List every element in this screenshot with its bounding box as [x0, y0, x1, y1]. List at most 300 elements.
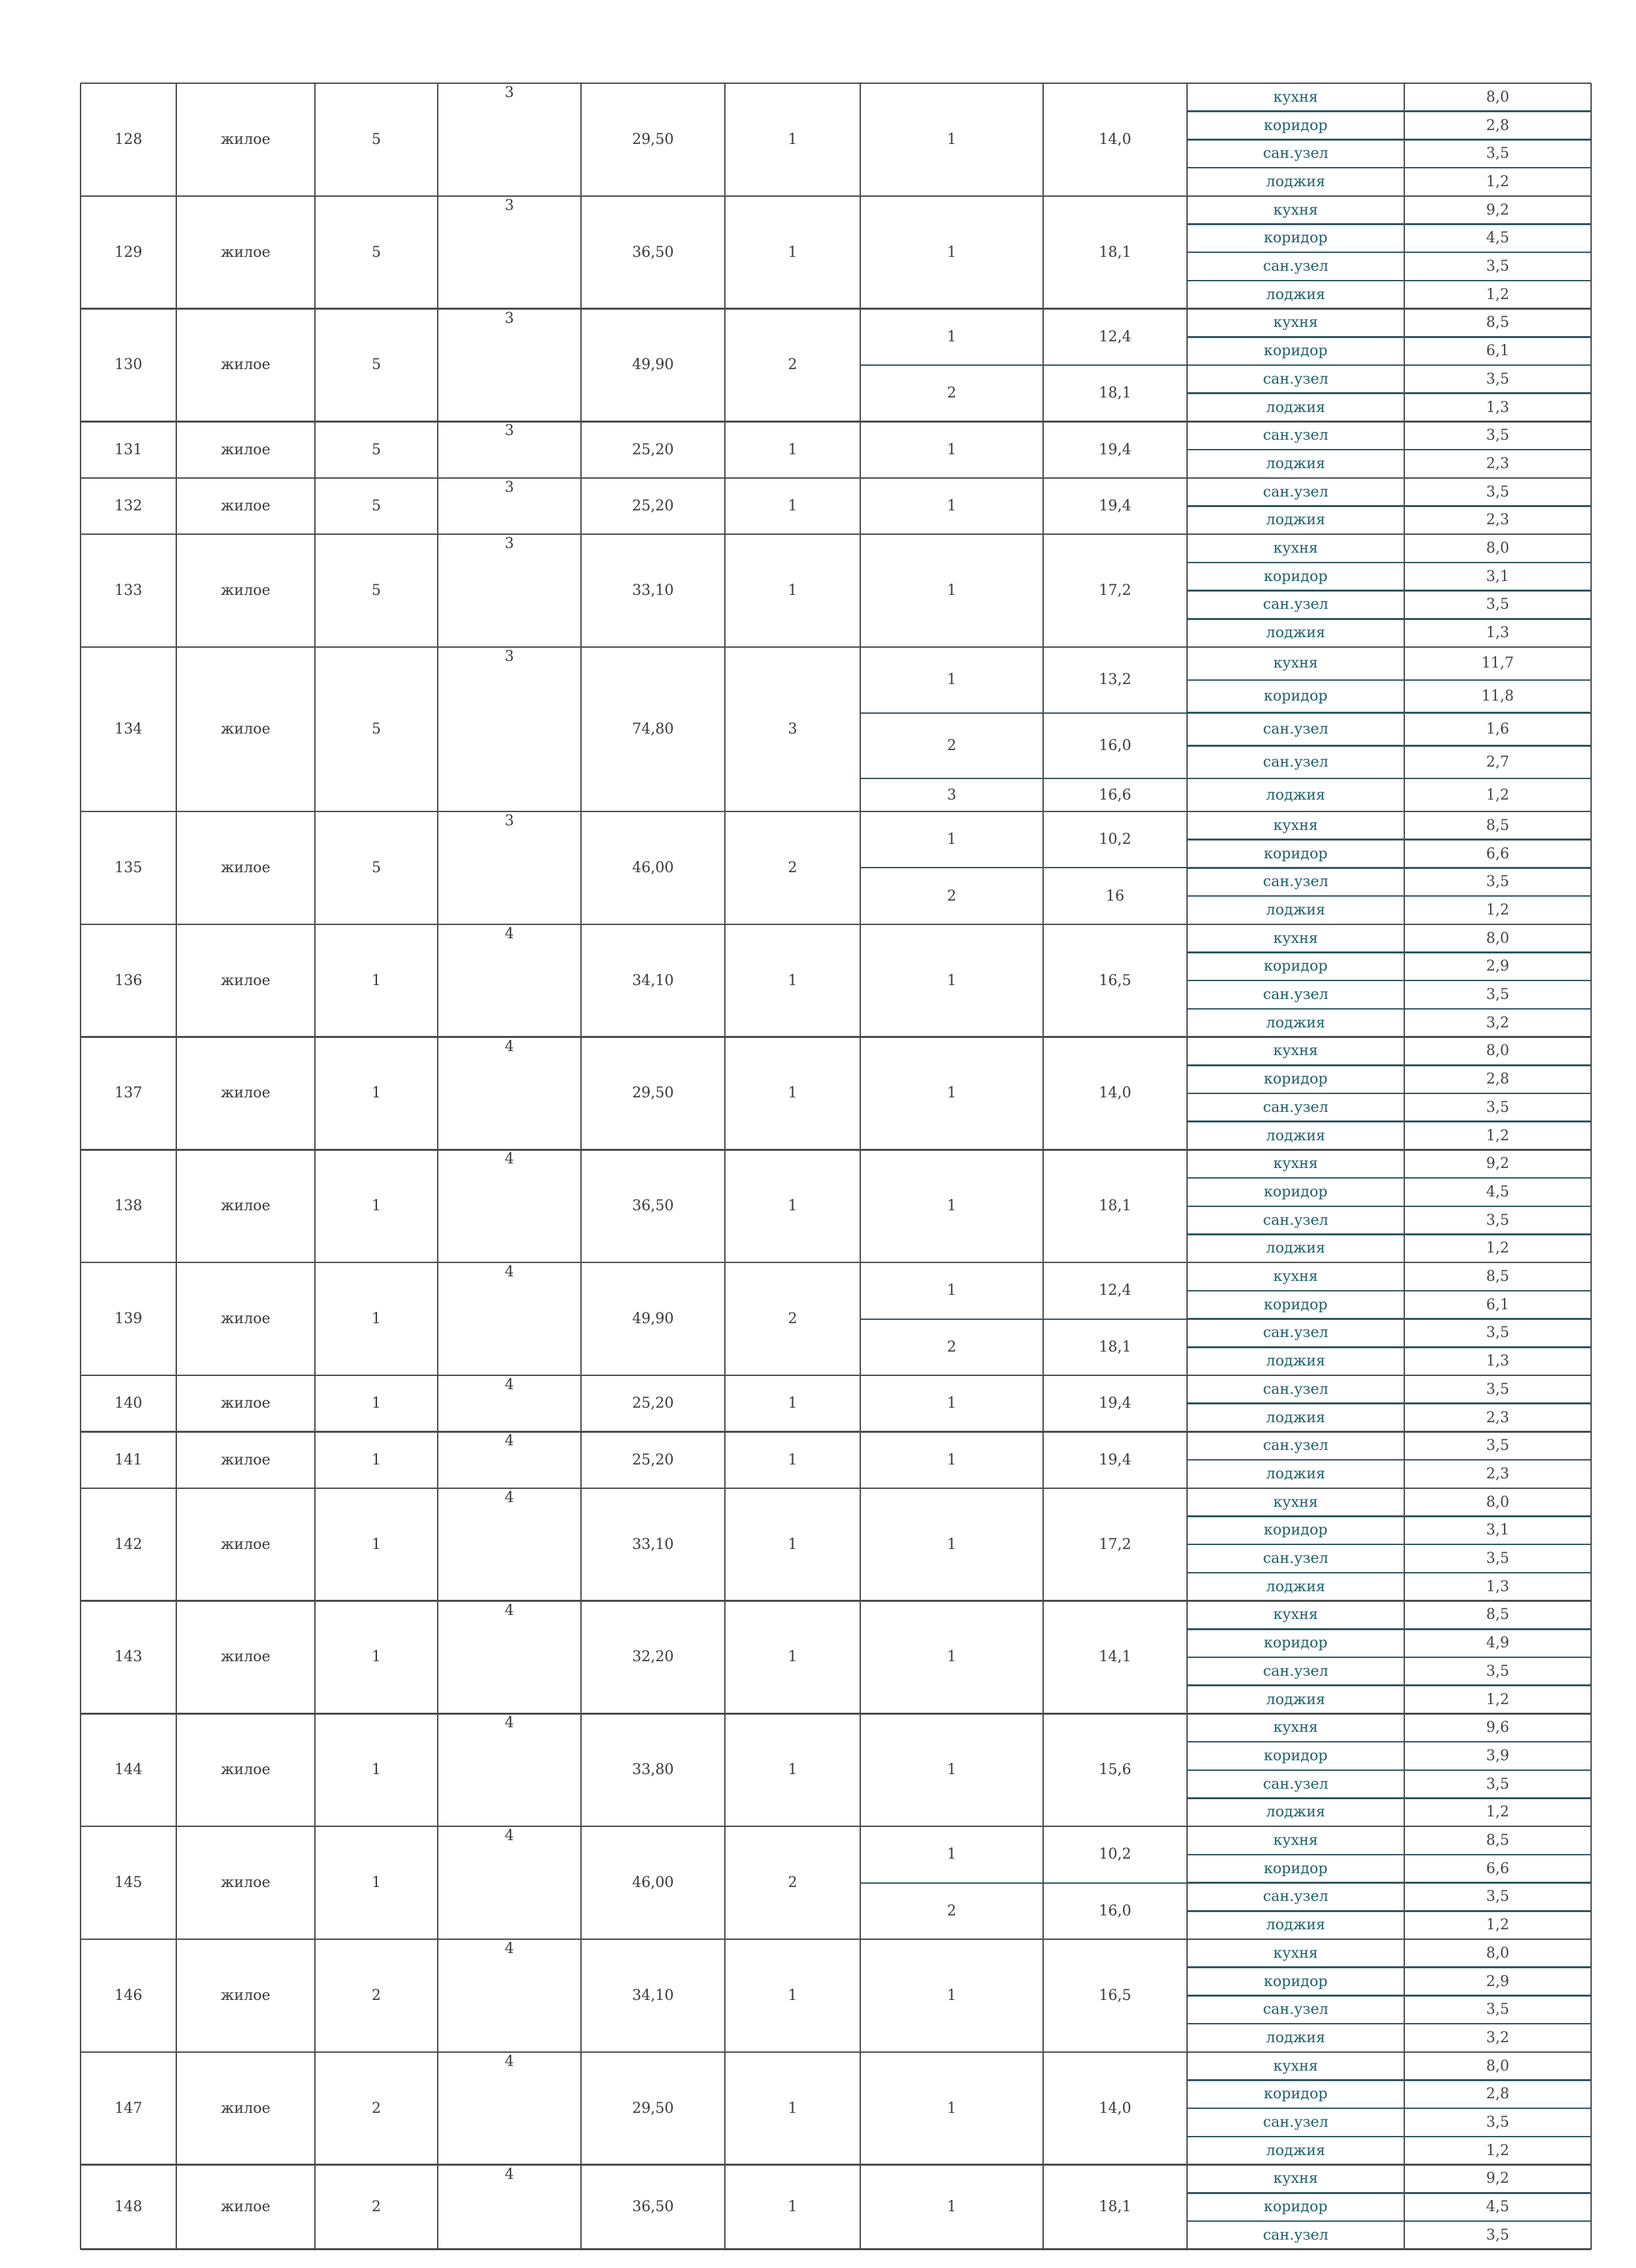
aux-divider	[1187, 1854, 1591, 1856]
aux-room-area: 3,5	[1486, 483, 1509, 500]
room-area: 18,1	[1099, 1338, 1132, 1356]
room-count: 1	[788, 244, 798, 261]
room-index: 3	[947, 786, 957, 804]
apartment-number: 138	[114, 1198, 143, 1215]
aux-room-name: сан.узел	[1262, 483, 1329, 500]
aux-room-area: 2,8	[1486, 1071, 1509, 1088]
section-number: 1	[372, 1085, 381, 1102]
aux-divider	[1187, 679, 1591, 681]
aux-room-name: лоджия	[1266, 455, 1326, 472]
aux-divider	[1187, 2108, 1591, 2110]
apartment-type: жилое	[221, 1874, 271, 1892]
aux-room-name: сан.узел	[1262, 1437, 1329, 1455]
total-area: 36,50	[632, 244, 674, 261]
aux-room-area: 3,1	[1486, 1522, 1509, 1539]
aux-room-name: сан.узел	[1262, 1324, 1329, 1342]
room-area: 12,4	[1099, 328, 1132, 345]
room-index: 1	[947, 1536, 957, 1553]
aux-room-name: сан.узел	[1262, 1888, 1329, 1906]
aux-room-area: 2,9	[1486, 958, 1509, 975]
aux-room-area: 3,5	[1486, 1775, 1509, 1793]
aux-room-name: сан.узел	[1262, 1381, 1329, 1398]
aux-room-name: сан.узел	[1262, 145, 1329, 162]
total-area: 33,10	[632, 1536, 674, 1553]
aux-room-area: 8,0	[1486, 540, 1509, 557]
aux-room-name: лоджия	[1266, 1804, 1326, 1821]
floor-number: 4	[504, 925, 514, 942]
apartment-type: жилое	[221, 244, 271, 261]
section-number: 1	[372, 1198, 381, 1215]
aux-divider	[1187, 867, 1591, 869]
aux-room-area: 9,6	[1486, 1719, 1509, 1736]
floor-number: 4	[504, 1151, 514, 1168]
room-count: 1	[788, 1649, 798, 1666]
aux-room-name: лоджия	[1266, 2029, 1326, 2046]
room-divider	[860, 712, 1187, 714]
aux-divider	[1187, 2023, 1591, 2025]
room-area: 13,2	[1099, 671, 1132, 689]
apartment-type: жилое	[221, 131, 271, 148]
aux-room-name: сан.узел	[1262, 1663, 1329, 1680]
floor-number: 4	[504, 1489, 514, 1506]
aux-room-area: 9,2	[1486, 2170, 1509, 2187]
row-border	[81, 195, 1591, 197]
aux-room-name: сан.узел	[1262, 874, 1329, 891]
aux-room-area: 4,5	[1486, 2199, 1509, 2216]
total-area: 34,10	[632, 972, 674, 989]
aux-room-area: 8,0	[1486, 88, 1509, 106]
aux-divider	[1187, 778, 1591, 780]
section-number: 1	[372, 1451, 381, 1468]
aux-room-name: коридор	[1264, 958, 1328, 975]
aux-room-area: 3,2	[1486, 1014, 1509, 1031]
section-number: 1	[372, 1311, 381, 1328]
aux-divider	[1187, 590, 1591, 592]
room-count: 1	[788, 972, 798, 989]
aux-room-name: кухня	[1273, 1268, 1318, 1286]
aux-room-area: 6,6	[1486, 845, 1509, 862]
aux-room-area: 8,5	[1486, 1832, 1509, 1849]
apartment-number: 128	[114, 131, 143, 148]
aux-room-name: коридор	[1264, 688, 1328, 705]
apartment-number: 146	[114, 1987, 143, 2004]
row-border	[81, 1600, 1591, 1602]
room-index: 1	[947, 972, 957, 989]
room-area: 18,1	[1099, 2199, 1132, 2216]
section-number: 5	[372, 582, 381, 600]
aux-divider	[1187, 336, 1591, 338]
aux-room-area: 1,3	[1486, 1578, 1509, 1595]
room-area: 19,4	[1099, 1395, 1132, 1412]
aux-room-area: 8,0	[1486, 930, 1509, 947]
room-index: 1	[947, 131, 957, 148]
aux-room-area: 3,5	[1486, 596, 1509, 613]
aux-room-name: лоджия	[1266, 399, 1326, 416]
row-border	[81, 308, 1591, 310]
aux-room-area: 3,5	[1486, 1437, 1509, 1455]
aux-room-name: кухня	[1273, 2170, 1318, 2187]
aux-room-area: 6,1	[1486, 343, 1509, 360]
aux-divider	[1187, 252, 1591, 254]
total-area: 36,50	[632, 1198, 674, 1215]
section-number: 5	[372, 497, 381, 514]
apartment-type: жилое	[221, 1762, 271, 1779]
room-count: 1	[788, 2100, 798, 2117]
aux-divider	[1187, 2079, 1591, 2081]
room-index: 1	[947, 831, 957, 848]
aux-room-name: кухня	[1273, 88, 1318, 106]
aux-room-name: лоджия	[1266, 1691, 1326, 1708]
aux-room-name: лоджия	[1266, 1409, 1326, 1426]
floor-number: 3	[504, 197, 514, 214]
room-index: 1	[947, 244, 957, 261]
section-number: 2	[372, 2100, 381, 2117]
row-border	[81, 533, 1591, 535]
aux-room-name: сан.узел	[1262, 1099, 1329, 1116]
apartment-number: 141	[114, 1451, 143, 1468]
floor-number: 3	[504, 423, 514, 440]
room-count: 1	[788, 2199, 798, 2216]
aux-room-area: 9,2	[1486, 201, 1509, 219]
total-area: 49,90	[632, 357, 674, 374]
aux-room-name: кухня	[1273, 655, 1318, 672]
aux-divider	[1187, 280, 1591, 282]
aux-room-name: коридор	[1264, 2199, 1328, 2216]
aux-room-area: 4,5	[1486, 1183, 1509, 1200]
room-area: 14,0	[1099, 1085, 1132, 1102]
aux-room-name: коридор	[1264, 568, 1328, 585]
aux-room-area: 3,5	[1486, 1550, 1509, 1567]
aux-divider	[1187, 1910, 1591, 1912]
room-index: 1	[947, 1987, 957, 2004]
aux-divider	[1187, 1290, 1591, 1292]
aux-room-name: лоджия	[1266, 286, 1326, 303]
apartment-number: 134	[114, 721, 143, 738]
aux-divider	[1187, 980, 1591, 982]
apartment-number: 140	[114, 1395, 143, 1412]
aux-room-name: коридор	[1264, 230, 1328, 247]
room-index: 1	[947, 671, 957, 689]
aux-room-name: кухня	[1273, 1719, 1318, 1736]
aux-room-area: 1,3	[1486, 399, 1509, 416]
room-count: 1	[788, 497, 798, 514]
aux-room-name: лоджия	[1266, 173, 1326, 190]
floor-number: 4	[504, 2166, 514, 2183]
room-index: 1	[947, 328, 957, 345]
apartment-type: жилое	[221, 1311, 271, 1328]
room-area: 18,1	[1099, 1198, 1132, 1215]
aux-room-name: сан.узел	[1262, 753, 1329, 771]
aux-divider	[1187, 712, 1591, 714]
aux-room-area: 1,3	[1486, 1353, 1509, 1370]
total-area: 25,20	[632, 1451, 674, 1468]
section-number: 1	[372, 1536, 381, 1553]
column-border	[314, 83, 316, 2250]
aux-divider	[1187, 1459, 1591, 1461]
aux-room-name: коридор	[1264, 343, 1328, 360]
room-index: 2	[947, 385, 957, 402]
aux-divider	[1187, 392, 1591, 394]
aux-room-area: 3,5	[1486, 2114, 1509, 2131]
aux-room-name: сан.узел	[1262, 1775, 1329, 1793]
room-count: 1	[788, 1198, 798, 1215]
row-border	[81, 421, 1591, 423]
aux-room-name: кухня	[1273, 201, 1318, 219]
aux-room-area: 3,5	[1486, 1212, 1509, 1229]
apartment-type: жилое	[221, 1198, 271, 1215]
aux-divider	[1187, 1572, 1591, 1574]
apartment-type: жилое	[221, 357, 271, 374]
room-index: 1	[947, 441, 957, 458]
apartment-number: 145	[114, 1874, 143, 1892]
aux-divider	[1187, 1657, 1591, 1659]
aux-room-area: 1,2	[1486, 1691, 1509, 1708]
aux-room-name: сан.узел	[1262, 2001, 1329, 2018]
floor-number: 4	[504, 1038, 514, 1055]
row-border	[81, 1488, 1591, 1490]
room-divider	[860, 1319, 1187, 1320]
aux-room-area: 8,0	[1486, 2057, 1509, 2075]
floor-number: 4	[504, 1377, 514, 1393]
room-area: 16,5	[1099, 972, 1132, 989]
aux-divider	[1187, 1741, 1591, 1743]
room-count: 1	[788, 1451, 798, 1468]
room-area: 10,2	[1099, 1846, 1132, 1863]
total-area: 74,80	[632, 721, 674, 738]
apartment-type: жилое	[221, 1987, 271, 2004]
row-border	[81, 1375, 1591, 1377]
aux-room-area: 1,6	[1486, 720, 1509, 738]
room-area: 14,0	[1099, 2100, 1132, 2117]
aux-room-area: 1,2	[1486, 1127, 1509, 1144]
aux-room-name: сан.узел	[1262, 720, 1329, 738]
room-index: 1	[947, 1762, 957, 1779]
total-area: 33,10	[632, 582, 674, 600]
aux-room-name: коридор	[1264, 1973, 1328, 1990]
apartment-type: жилое	[221, 2100, 271, 2117]
column-border	[580, 83, 582, 2250]
aux-room-area: 2,3	[1486, 1409, 1509, 1426]
apartment-type: жилое	[221, 441, 271, 458]
aux-divider	[1187, 110, 1591, 112]
aux-room-name: сан.узел	[1262, 986, 1329, 1004]
aux-divider	[1187, 1882, 1591, 1884]
row-border	[81, 1149, 1591, 1151]
room-count: 1	[788, 1536, 798, 1553]
aux-divider	[1187, 562, 1591, 564]
apartment-type: жилое	[221, 582, 271, 600]
apartment-number: 132	[114, 497, 143, 514]
aux-room-name: коридор	[1264, 1635, 1328, 1652]
aux-divider	[1187, 1402, 1591, 1404]
room-count: 1	[788, 582, 798, 600]
aux-room-area: 3,5	[1486, 874, 1509, 891]
apartment-type: жилое	[221, 1451, 271, 1468]
room-index: 2	[947, 887, 957, 905]
aux-divider	[1187, 2220, 1591, 2222]
room-divider	[860, 364, 1187, 366]
section-number: 5	[372, 441, 381, 458]
aux-room-area: 1,2	[1486, 901, 1509, 918]
room-count: 1	[788, 1085, 798, 1102]
aux-divider	[1187, 505, 1591, 507]
column-border	[437, 83, 439, 2250]
aux-room-area: 1,2	[1486, 786, 1509, 804]
aux-room-name: лоджия	[1266, 512, 1326, 529]
aux-divider	[1187, 449, 1591, 451]
apartment-number: 131	[114, 441, 143, 458]
row-border	[81, 924, 1591, 926]
column-border	[1042, 83, 1044, 2250]
aux-room-area: 2,3	[1486, 1465, 1509, 1482]
room-area: 16,0	[1099, 737, 1132, 754]
aux-divider	[1187, 951, 1591, 953]
aux-room-area: 2,9	[1486, 1973, 1509, 1990]
apartment-type: жилое	[221, 2199, 271, 2216]
aux-room-name: кухня	[1273, 2057, 1318, 2075]
floor-number: 3	[504, 648, 514, 665]
aux-room-name: кухня	[1273, 930, 1318, 947]
aux-room-name: лоджия	[1266, 1127, 1326, 1144]
room-index: 1	[947, 1198, 957, 1215]
room-count: 2	[788, 1311, 798, 1328]
aux-room-name: кухня	[1273, 1606, 1318, 1624]
aux-room-name: коридор	[1264, 1860, 1328, 1877]
aux-divider	[1187, 1177, 1591, 1179]
aux-room-name: сан.узел	[1262, 370, 1329, 388]
row-border	[81, 2248, 1591, 2250]
total-area: 25,20	[632, 497, 674, 514]
total-area: 32,20	[632, 1649, 674, 1666]
row-border	[81, 1826, 1591, 1828]
floor-number: 3	[504, 85, 514, 101]
room-index: 1	[947, 1282, 957, 1299]
column-border	[1186, 83, 1188, 2250]
apartment-type: жилое	[221, 721, 271, 738]
aux-divider	[1187, 1966, 1591, 1968]
aux-room-area: 8,0	[1486, 1494, 1509, 1511]
total-area: 25,20	[632, 441, 674, 458]
aux-room-name: кухня	[1273, 1043, 1318, 1060]
aux-divider	[1187, 1544, 1591, 1546]
aux-room-area: 4,9	[1486, 1635, 1509, 1652]
aux-divider	[1187, 2192, 1591, 2194]
floor-number: 4	[504, 1715, 514, 1732]
room-area: 16	[1106, 887, 1124, 905]
room-index: 1	[947, 582, 957, 600]
apartment-number: 133	[114, 582, 143, 600]
aux-divider	[1187, 1233, 1591, 1235]
section-number: 5	[372, 244, 381, 261]
room-area: 19,4	[1099, 1451, 1132, 1468]
section-number: 5	[372, 859, 381, 876]
total-area: 34,10	[632, 1987, 674, 2004]
section-number: 2	[372, 2199, 381, 2216]
aux-room-name: коридор	[1264, 845, 1328, 862]
aux-room-area: 8,5	[1486, 1268, 1509, 1286]
total-area: 29,50	[632, 131, 674, 148]
aux-room-area: 1,2	[1486, 1804, 1509, 1821]
room-index: 1	[947, 1395, 957, 1412]
floor-number: 3	[504, 310, 514, 327]
room-index: 1	[947, 2199, 957, 2216]
apartment-number: 135	[114, 859, 143, 876]
aux-divider	[1187, 2136, 1591, 2138]
total-area: 29,50	[632, 1085, 674, 1102]
row-border	[81, 1262, 1591, 1264]
aux-room-area: 3,9	[1486, 1747, 1509, 1764]
aux-room-area: 3,5	[1486, 1888, 1509, 1906]
column-border	[1590, 83, 1592, 2250]
aux-divider	[1187, 1120, 1591, 1122]
aux-divider	[1187, 745, 1591, 747]
room-area: 15,6	[1099, 1762, 1132, 1779]
aux-room-area: 1,2	[1486, 2142, 1509, 2159]
section-number: 2	[372, 1987, 381, 2004]
aux-room-area: 6,1	[1486, 1296, 1509, 1313]
aux-room-area: 3,5	[1486, 2001, 1509, 2018]
aux-divider	[1187, 1093, 1591, 1095]
aux-room-name: кухня	[1273, 1944, 1318, 1962]
aux-divider	[1187, 618, 1591, 620]
aux-room-area: 2,8	[1486, 117, 1509, 134]
apartment-type: жилое	[221, 972, 271, 989]
aux-room-area: 4,5	[1486, 230, 1509, 247]
floor-number: 4	[504, 1433, 514, 1450]
row-border	[81, 2164, 1591, 2166]
apartment-type: жилое	[221, 859, 271, 876]
aux-room-name: лоджия	[1266, 625, 1326, 642]
section-number: 5	[372, 357, 381, 374]
aux-room-area: 3,5	[1486, 1099, 1509, 1116]
room-index: 1	[947, 497, 957, 514]
aux-divider	[1187, 364, 1591, 366]
room-count: 2	[788, 859, 798, 876]
aux-divider	[1187, 1770, 1591, 1771]
room-area: 16,6	[1099, 786, 1132, 804]
aux-room-name: сан.узел	[1262, 427, 1329, 444]
aux-room-name: коридор	[1264, 1747, 1328, 1764]
aux-divider	[1187, 1628, 1591, 1630]
row-border	[81, 1713, 1591, 1715]
aux-room-area: 8,0	[1486, 1944, 1509, 1962]
apartment-number: 137	[114, 1085, 143, 1102]
room-count: 2	[788, 1874, 798, 1892]
room-area: 17,2	[1099, 1536, 1132, 1553]
aux-divider	[1187, 1008, 1591, 1010]
aux-room-name: сан.узел	[1262, 1212, 1329, 1229]
room-area: 18,1	[1099, 385, 1132, 402]
apartment-type: жилое	[221, 497, 271, 514]
room-divider	[860, 1882, 1187, 1884]
aux-room-area: 1,2	[1486, 173, 1509, 190]
room-area: 14,1	[1099, 1649, 1132, 1666]
section-number: 1	[372, 1395, 381, 1412]
row-border	[81, 83, 1591, 85]
aux-room-area: 3,5	[1486, 986, 1509, 1004]
row-border	[81, 477, 1591, 479]
apartment-number: 130	[114, 357, 143, 374]
aux-room-name: коридор	[1264, 1071, 1328, 1088]
aux-room-area: 3,1	[1486, 568, 1509, 585]
room-area: 19,4	[1099, 441, 1132, 458]
apartment-number: 147	[114, 2100, 143, 2117]
aux-room-name: сан.узел	[1262, 1550, 1329, 1567]
row-border	[81, 1036, 1591, 1038]
row-border	[81, 1939, 1591, 1941]
room-count: 1	[788, 1762, 798, 1779]
room-count: 3	[788, 721, 798, 738]
